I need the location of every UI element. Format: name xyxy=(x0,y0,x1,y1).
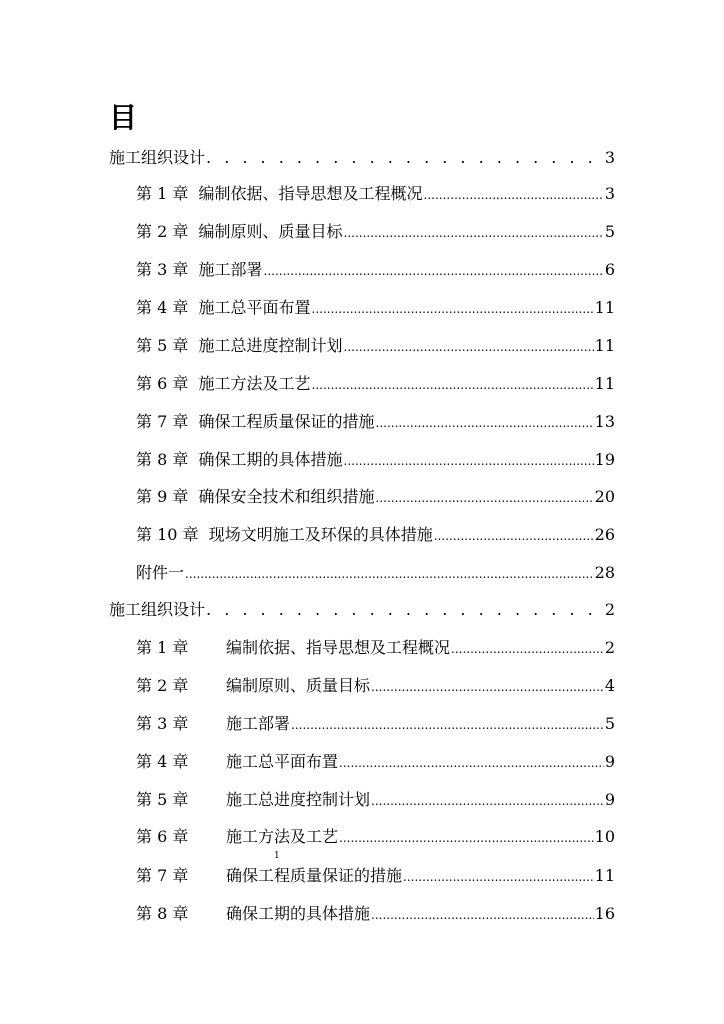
page-title: 目 xyxy=(109,101,138,134)
chapter-title: 编制依据、指导思想及工程概况 xyxy=(198,184,423,203)
chapter-number: 第 1 章 xyxy=(136,638,189,657)
chapter-number: 第 3 章 xyxy=(136,260,189,279)
chapter-page: 20 xyxy=(594,487,615,506)
chapter-title: 编制依据、指导思想及工程概况 xyxy=(226,638,451,657)
chapter-page: 11 xyxy=(594,374,615,393)
chapter-number: 第 7 章 xyxy=(136,866,189,885)
chapter-page: 10 xyxy=(594,827,615,846)
chapter-number: 第 4 章 xyxy=(136,752,189,771)
chapter-title: 施工总进度控制计划 xyxy=(226,790,371,809)
toc-entry-title: 施工组织设计 xyxy=(109,148,206,167)
toc-entry-title: 施工组织设计 xyxy=(109,600,206,619)
toc-entry-chapter[interactable] xyxy=(136,450,615,471)
dot-leader xyxy=(451,639,604,659)
chapter-page: 13 xyxy=(594,412,615,431)
chapter-number: 第 6 章 xyxy=(136,374,189,393)
toc-entry-chapter[interactable] xyxy=(136,638,615,659)
toc-entry-page: 2 xyxy=(604,600,615,619)
chapter-number: 第 8 章 xyxy=(136,904,189,923)
chapter-title: 编制原则、质量目标 xyxy=(198,222,343,241)
dot-leader xyxy=(376,413,594,433)
dot-leader xyxy=(312,375,594,395)
chapter-title: 确保工程质量保证的措施 xyxy=(198,412,375,431)
dot-leader xyxy=(371,905,594,925)
chapter-title: 施工部署 xyxy=(198,260,263,279)
toc-entry-chapter[interactable] xyxy=(136,790,615,811)
toc-entry-chapter[interactable] xyxy=(136,525,615,546)
chapter-title: 施工部署 xyxy=(226,714,291,733)
toc-entry-chapter[interactable] xyxy=(136,676,615,697)
toc-entry-chapter[interactable] xyxy=(136,904,615,925)
chapter-title: 确保工程质量保证的措施 xyxy=(226,866,403,885)
toc-entry-chapter[interactable] xyxy=(136,222,615,243)
chapter-title: 编制原则、质量目标 xyxy=(226,676,371,695)
toc-entry-chapter[interactable] xyxy=(136,412,615,433)
dot-leader xyxy=(339,753,604,773)
toc-entry-chapter[interactable] xyxy=(136,866,615,887)
dot-leader xyxy=(344,337,594,357)
dot-leader xyxy=(424,185,604,205)
toc-entry-chapter[interactable] xyxy=(136,827,615,848)
toc-entry-chapter[interactable] xyxy=(136,184,615,205)
chapter-page: 2 xyxy=(604,638,615,657)
chapter-title: 施工方法及工艺 xyxy=(198,374,311,393)
chapter-number: 第 7 章 xyxy=(136,412,189,431)
chapter-page: 16 xyxy=(594,904,615,923)
toc-entry-page: 3 xyxy=(604,148,615,167)
toc-entry-chapter[interactable] xyxy=(136,752,615,773)
dot-leader xyxy=(434,526,594,546)
dot-leader xyxy=(339,828,594,848)
chapter-page: 3 xyxy=(604,184,615,203)
dot-leader xyxy=(371,791,604,811)
dot-leader xyxy=(185,564,594,584)
chapter-page: 11 xyxy=(594,336,615,355)
chapter-number: 第 2 章 xyxy=(136,676,189,695)
dot-leader xyxy=(371,677,604,697)
chapter-page: 5 xyxy=(604,714,615,733)
page-number: 1 xyxy=(274,851,280,861)
dot-leader xyxy=(312,299,594,319)
chapter-page: 9 xyxy=(604,790,615,809)
chapter-title: 确保安全技术和组织措施 xyxy=(198,487,375,506)
dot-leader xyxy=(344,451,594,471)
chapter-number: 第 6 章 xyxy=(136,827,189,846)
chapter-page: 26 xyxy=(594,525,615,544)
chapter-page: 9 xyxy=(604,752,615,771)
chapter-title: 确保工期的具体措施 xyxy=(226,904,371,923)
chapter-page: 11 xyxy=(594,298,615,317)
appendix-page: 28 xyxy=(594,563,615,582)
chapter-number: 第 4 章 xyxy=(136,298,189,317)
chapter-page: 11 xyxy=(594,866,615,885)
dot-leader xyxy=(206,600,604,620)
chapter-title: 确保工期的具体措施 xyxy=(198,450,343,469)
dot-leader xyxy=(403,867,594,887)
chapter-number: 第 1 章 xyxy=(136,184,189,203)
chapter-title: 施工总平面布置 xyxy=(198,298,311,317)
toc-entry-main[interactable] xyxy=(109,148,615,168)
dot-leader xyxy=(206,148,604,168)
toc-entry-chapter[interactable] xyxy=(136,487,615,508)
toc-entry-chapter[interactable] xyxy=(136,714,615,735)
toc-entry-main[interactable] xyxy=(109,600,615,620)
toc-entry-chapter[interactable] xyxy=(136,260,615,281)
chapter-number: 第 2 章 xyxy=(136,222,189,241)
toc-entry-chapter[interactable] xyxy=(136,298,615,319)
chapter-page: 6 xyxy=(604,260,615,279)
chapter-page: 5 xyxy=(604,222,615,241)
chapter-number: 第 5 章 xyxy=(136,336,189,355)
chapter-page: 19 xyxy=(594,450,615,469)
chapter-number: 第 5 章 xyxy=(136,790,189,809)
dot-leader xyxy=(291,715,604,735)
chapter-number: 第 9 章 xyxy=(136,487,189,506)
chapter-title: 现场文明施工及环保的具体措施 xyxy=(208,525,433,544)
dot-leader xyxy=(376,488,594,508)
chapter-title: 施工方法及工艺 xyxy=(226,827,339,846)
toc-entry-chapter[interactable] xyxy=(136,336,615,357)
toc-entry-chapter[interactable] xyxy=(136,374,615,395)
chapter-number: 第 3 章 xyxy=(136,714,189,733)
chapter-title: 施工总进度控制计划 xyxy=(198,336,343,355)
dot-leader xyxy=(344,223,604,243)
chapter-page: 4 xyxy=(604,676,615,695)
dot-leader xyxy=(264,261,604,281)
toc-entry-appendix[interactable] xyxy=(136,563,615,584)
appendix-title: 附件一 xyxy=(136,563,185,582)
chapter-title: 施工总平面布置 xyxy=(226,752,339,771)
chapter-number: 第 10 章 xyxy=(136,525,199,544)
chapter-number: 第 8 章 xyxy=(136,450,189,469)
